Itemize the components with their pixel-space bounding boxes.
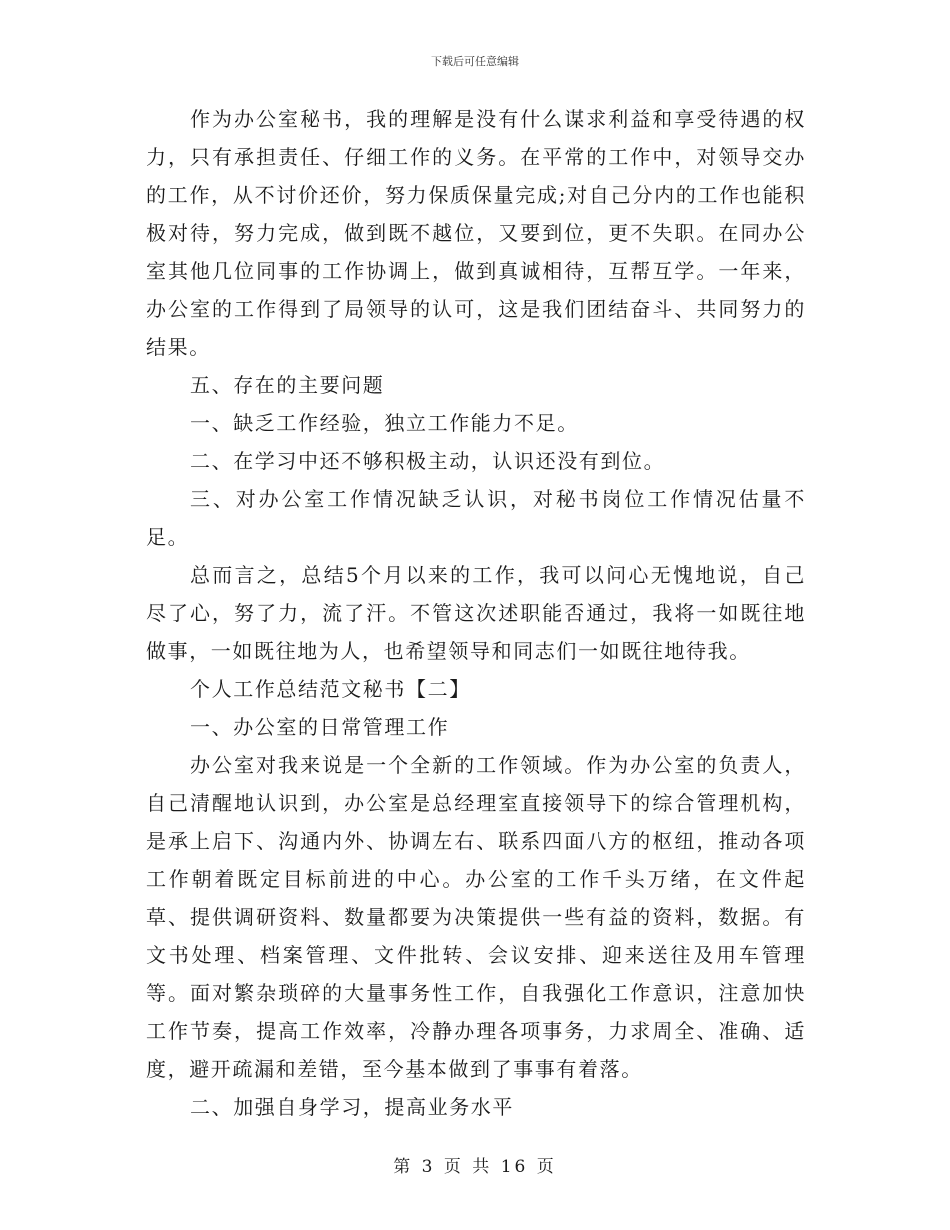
heading-main-problems: 五、存在的主要问题 — [190, 373, 385, 397]
document-body — [146, 100, 806, 1126]
list-item-problem-1: 一、缺乏工作经验，独立工作能力不足。 — [190, 411, 579, 435]
page-number: 第 3 页 共 16 页 — [393, 1157, 557, 1177]
page-header-note: 下载后可任意编辑 — [431, 55, 519, 68]
paragraph-office-work: 办公室对我来说是一个全新的工作领域。作为办公室的负责人，自己清醒地认识到，办公室是总经理室直接领导下的综合管理机构，是承上启下、沟通内外、协调左右、联系四面八方的枢纽，推动各项工作朝着既定目标前进的中心。办公室的工作千头万绪，在文件起草、提供调研资料、数量都要为决策提供一些有益的资料，数据。有文书处理、档案管理、文件批转、会议安排、迎来送往及用车管理等。面对繁杂琐碎的大量事务性工作，自我强化工作意识，注意加快工作节奏，提高工作效率，冷静办理各项事务，力求周全、准确、适度，避开疏漏和差错，至今基本做到了事事有着落。 — [146, 753, 806, 1081]
heading-daily-management: 一、办公室的日常管理工作 — [190, 715, 450, 739]
list-item-problem-3: 三、对办公室工作情况缺乏认识，对秘书岗位工作情况估量不足。 — [146, 487, 806, 549]
paragraph-secretary-duty: 作为办公室秘书，我的理解是没有什么谋求利益和享受待遇的权力，只有承担责任、仔细工作的义务。在平常的工作中，对领导交办的工作，从不讨价还价，努力保质保量完成;对自己分内的工作也能积极对待，努力完成，做到既不越位，又要到位，更不失职。在同办公室其他几位同事的工作协调上，做到真诚相待，互帮互学。一年来，办公室的工作得到了局领导的认可，这是我们团结奋斗、共同努力的结果。 — [146, 107, 806, 359]
paragraph-conclusion: 总而言之，总结5个月以来的工作，我可以问心无愧地说，自己尽了心，努了力，流了汗。不管这次述职能否通过，我将一如既往地做事，一如既往地为人，也希望领导和同志们一如既往地待我。 — [146, 563, 806, 663]
heading-self-study: 二、加强自身学习，提高业务水平 — [190, 1095, 514, 1119]
section-title-part-two: 个人工作总结范文秘书【二】 — [190, 677, 471, 701]
list-item-problem-2: 二、在学习中还不够积极主动，认识还没有到位。 — [190, 449, 666, 473]
